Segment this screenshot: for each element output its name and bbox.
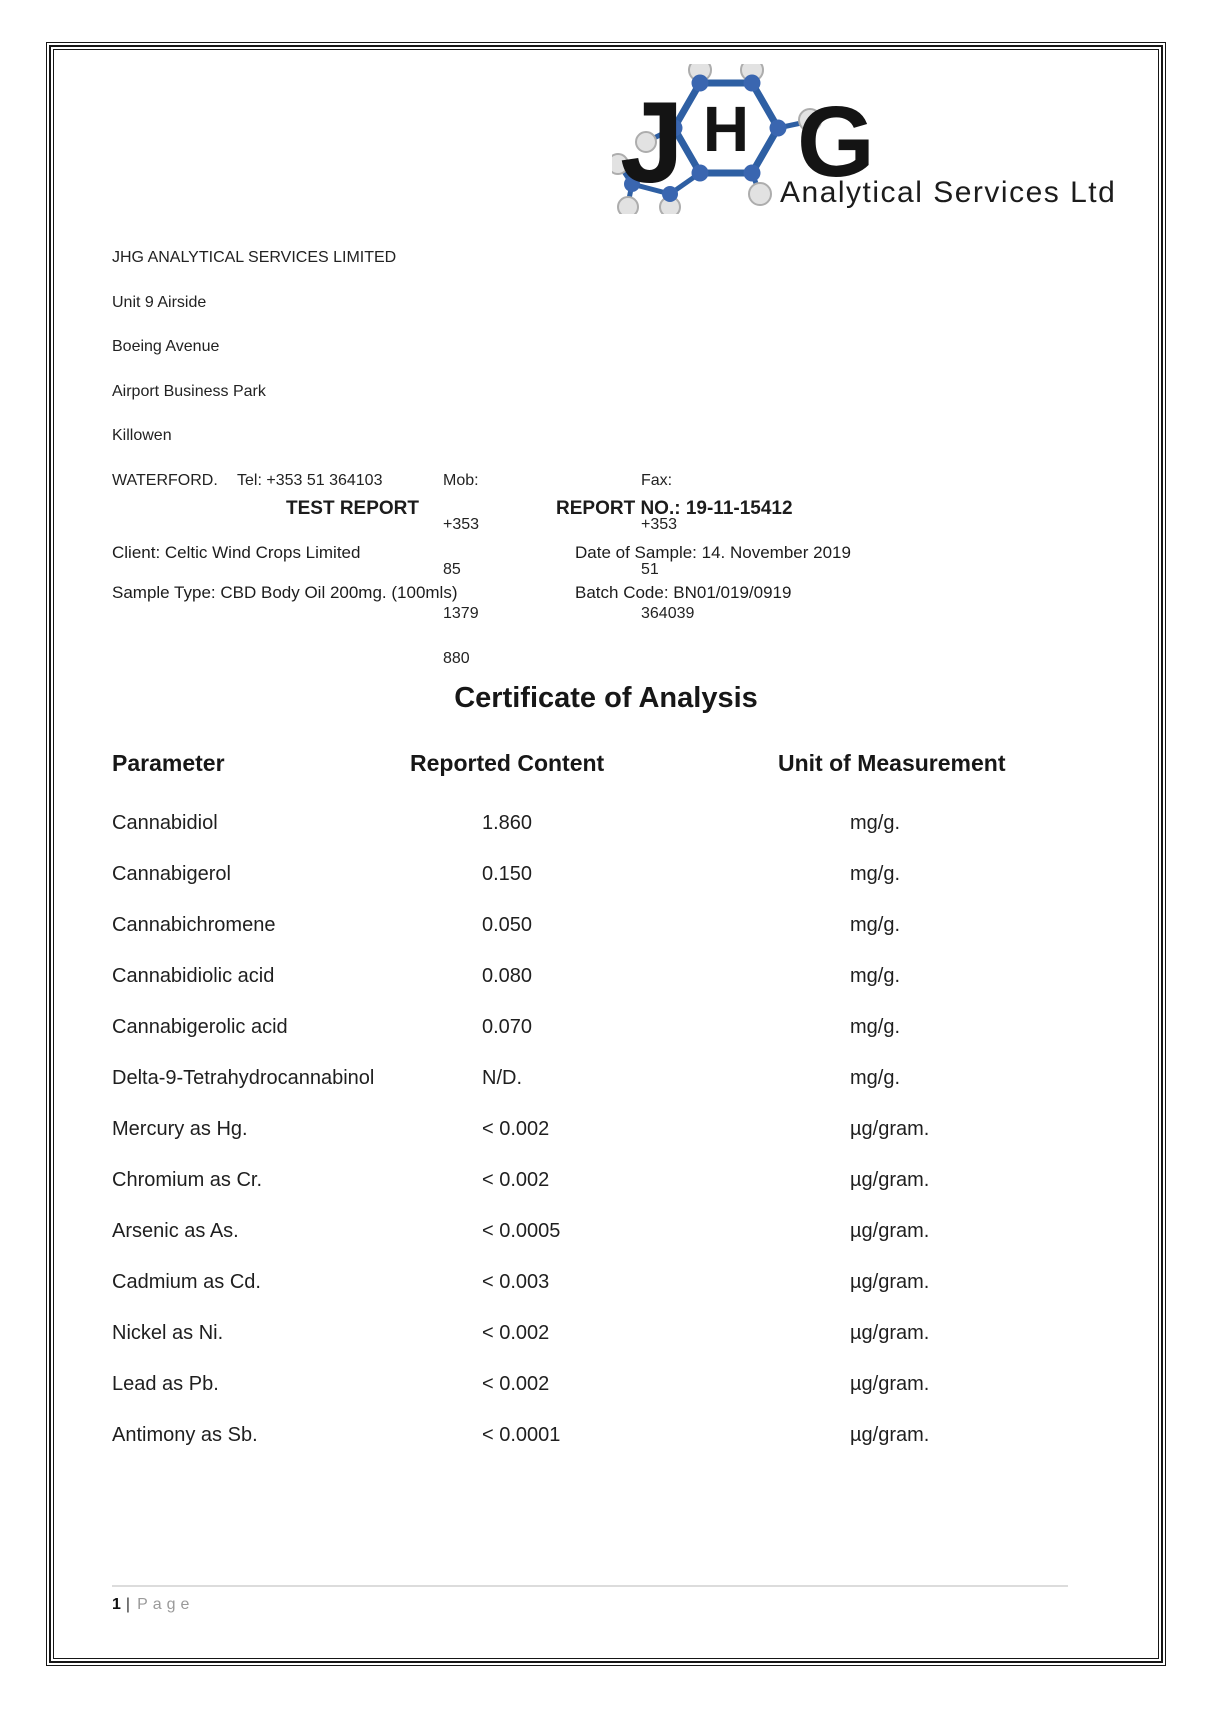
page-title: Certificate of Analysis — [454, 682, 758, 714]
address-line: Killowen — [112, 427, 172, 444]
table-row — [112, 1373, 1122, 1424]
results-table — [112, 750, 1122, 1475]
table-row — [112, 1271, 1122, 1322]
city-label: WATERFORD. — [112, 471, 218, 489]
footer-pipe: | — [125, 1596, 131, 1613]
table-row — [112, 1322, 1122, 1373]
table-row — [112, 914, 1122, 965]
param-cell: Delta-9-Tetrahydrocannabinol — [112, 1067, 375, 1089]
page-number: 1 — [112, 1596, 121, 1613]
table-row — [112, 1067, 1122, 1118]
value-cell: 0.150 — [482, 863, 533, 885]
value-cell: < 0.002 — [482, 1322, 550, 1344]
unit-cell: µg/gram. — [850, 1271, 930, 1293]
unit-cell: µg/gram. — [850, 1169, 930, 1191]
column-header-reported-content: Reported Content — [410, 750, 605, 776]
column-header-unit: Unit of Measurement — [778, 750, 1006, 776]
value-cell: N/D. — [482, 1067, 522, 1089]
table-row — [112, 1118, 1122, 1169]
address-line: Airport Business Park — [112, 382, 266, 400]
date-of-sample: Date of Sample: 14. November 2019 — [575, 543, 851, 562]
client-line — [112, 543, 1112, 573]
value-cell: 0.070 — [482, 1016, 533, 1038]
unit-cell: mg/g. — [850, 965, 901, 987]
value-cell: < 0.002 — [482, 1169, 550, 1191]
param-cell: Cannabidiol — [112, 812, 218, 834]
value-cell: < 0.003 — [482, 1271, 550, 1293]
table-row — [112, 812, 1122, 863]
address-line: Unit 9 Airside — [112, 293, 207, 311]
report-title: TEST REPORT — [286, 498, 420, 519]
telephone-number: Tel: +353 51 364103 — [237, 471, 383, 489]
table-row — [112, 1169, 1122, 1220]
unit-cell: µg/gram. — [850, 1322, 930, 1344]
value-cell: 0.050 — [482, 914, 533, 936]
company-logo — [612, 64, 1160, 214]
param-cell: Arsenic as As. — [112, 1220, 239, 1242]
unit-cell: mg/g. — [850, 1067, 901, 1089]
client-name: Client: Celtic Wind Crops Limited — [112, 543, 361, 562]
param-cell: Cadmium as Cd. — [112, 1271, 261, 1293]
value-cell: < 0.002 — [482, 1373, 550, 1395]
company-name-line: JHG ANALYTICAL SERVICES LIMITED — [112, 249, 397, 266]
value-cell: 1.860 — [482, 812, 533, 834]
footer-divider-line — [112, 1585, 1068, 1587]
logo-letter-j: J — [620, 79, 684, 207]
param-cell: Nickel as Ni. — [112, 1322, 224, 1344]
value-cell: < 0.002 — [482, 1118, 550, 1140]
table-row — [112, 965, 1122, 1016]
column-header-parameter: Parameter — [112, 750, 225, 776]
page-footer — [112, 1596, 194, 1614]
logo-subtitle: Analytical Services Ltd — [780, 176, 1117, 209]
table-row — [112, 1016, 1122, 1067]
param-cell: Lead as Pb. — [112, 1373, 219, 1395]
param-cell: Mercury as Hg. — [112, 1118, 248, 1140]
param-cell: Cannabidiolic acid — [112, 965, 275, 987]
unit-cell: µg/gram. — [850, 1220, 930, 1242]
logo-letter-h: H — [702, 93, 750, 165]
value-cell: < 0.0005 — [482, 1220, 561, 1242]
unit-cell: mg/g. — [850, 863, 901, 885]
param-cell: Antimony as Sb. — [112, 1424, 258, 1446]
report-number: REPORT NO.: 19-11-15412 — [556, 498, 793, 519]
value-cell: 0.080 — [482, 965, 533, 987]
fax-number: Fax: +353 51 364039 — [641, 471, 695, 622]
param-cell: Cannabigerol — [112, 863, 231, 885]
batch-code: Batch Code: BN01/019/0919 — [575, 583, 792, 602]
table-header-row — [112, 750, 1122, 812]
sample-type: Sample Type: CBD Body Oil 200mg. (100mls) — [112, 583, 458, 602]
unit-cell: µg/gram. — [850, 1424, 930, 1446]
mobile-number: Mob: +353 85 1379 880 — [443, 471, 480, 667]
unit-cell: µg/gram. — [850, 1373, 930, 1395]
param-cell: Chromium as Cr. — [112, 1169, 263, 1191]
molecule-logo-graphic — [612, 64, 1160, 214]
table-row — [112, 863, 1122, 914]
table-row — [112, 1424, 1122, 1475]
unit-cell: µg/gram. — [850, 1118, 930, 1140]
value-cell: < 0.0001 — [482, 1424, 561, 1446]
report-title-line — [112, 498, 1112, 528]
unit-cell: mg/g. — [850, 914, 901, 936]
table-row — [112, 1220, 1122, 1271]
unit-cell: mg/g. — [850, 1016, 901, 1038]
param-cell: Cannabigerolic acid — [112, 1016, 288, 1038]
param-cell: Cannabichromene — [112, 914, 276, 936]
footer-page-label: Page — [137, 1596, 195, 1613]
sample-line — [112, 583, 1112, 613]
unit-cell: mg/g. — [850, 812, 901, 834]
logo-letter-g: G — [797, 86, 875, 198]
address-line: Boeing Avenue — [112, 338, 220, 355]
